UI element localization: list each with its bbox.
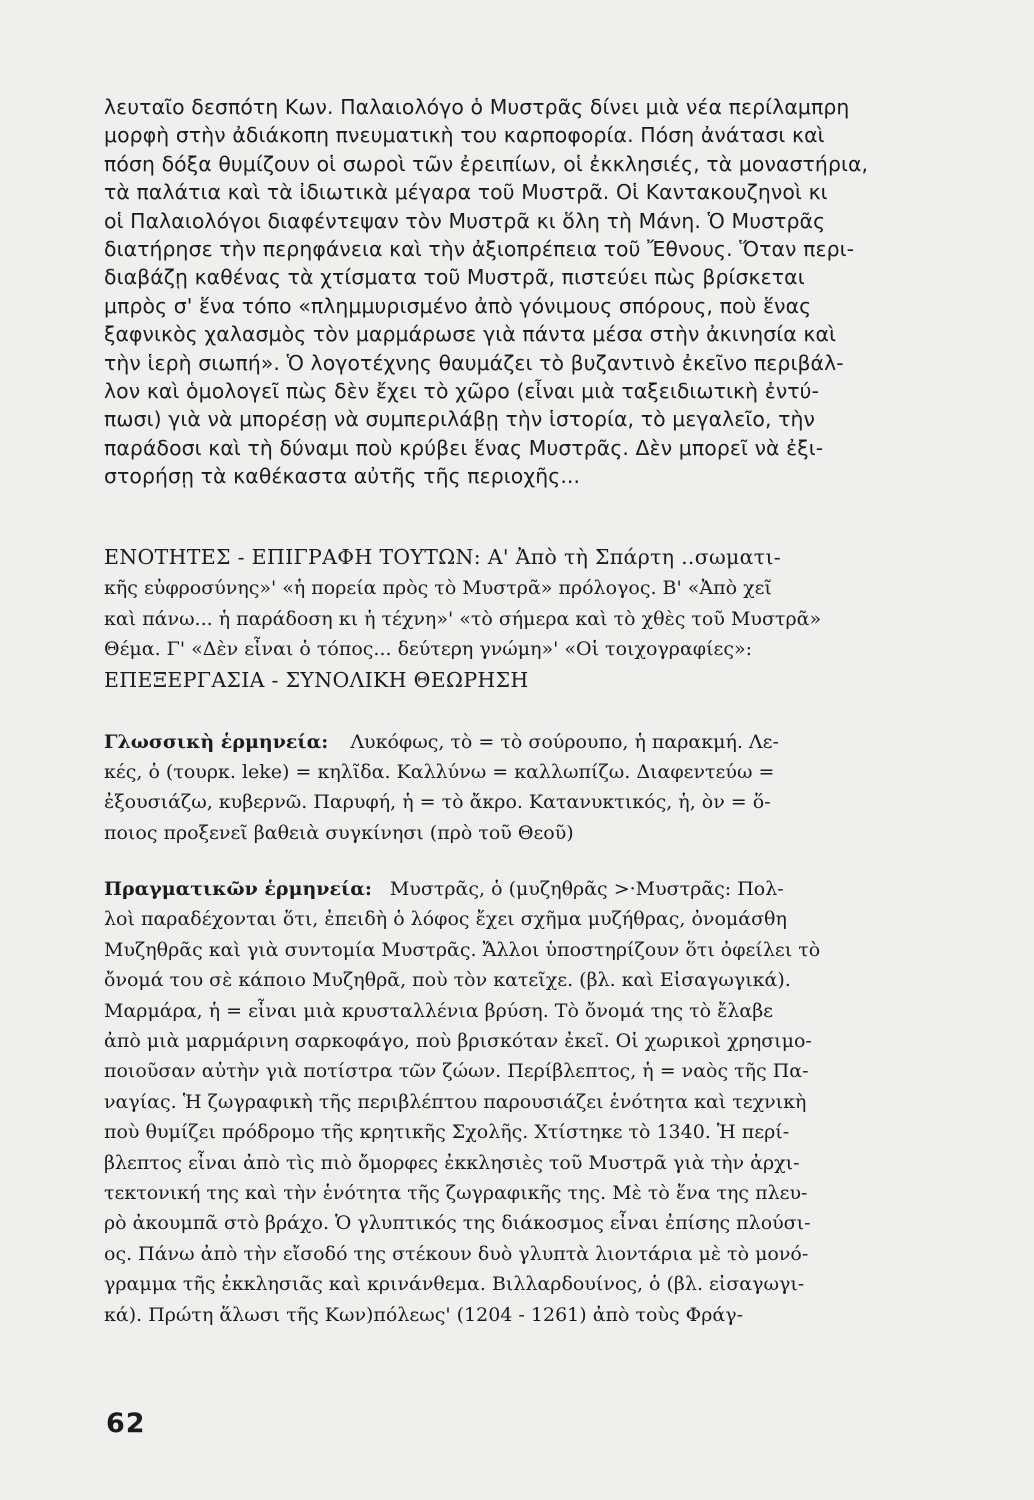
text-line: τεκτονική της καὶ τὴν ἑνότητα τῆς ζωγραφικῆς της. Μὲ τὸ ἕνα της πλευ- xyxy=(104,1182,808,1205)
text-line: μορφὴ στὴν ἀδιάκοπη πνευματικὴ του καρποφορία. Πόση ἀνάτασι καὶ xyxy=(104,123,825,148)
processing-heading: ΕΠΕΞΕΡΓΑΣΙΑ - ΣΥΝΟΛΙΚΗ ΘΕΩΡΗΣΗ xyxy=(104,668,529,693)
sections-heading-line: ΕΝΟΤΗΤΕΣ - ΕΠΙΓΡΑΦΗ ΤΟΥΤΩΝ: Α' Ἀπὸ τὴ Σπάρτη ..σωματι- xyxy=(104,545,782,569)
text-line: ἐξουσιάζω, κυβερνῶ. Παρυφή, ἡ = τὸ ἄκρο. Κατανυκτικός, ἡ, ὸν = ὅ- xyxy=(104,791,771,814)
text-line: ποιος προξενεῖ βαθειὰ συγκίνησι (πρὸ τοῦ Θεοῦ) xyxy=(104,821,574,844)
text-line: Μαρμάρα, ἡ = εἶναι μιὰ κρυσταλλένια βρύση. Τὸ ὄνομά της τὸ ἔλαβε xyxy=(104,999,774,1022)
text-line: μπρὸς σ' ἕνα τόπο «πλημμυρισμένο ἀπὸ γόνιμους σπόρους, ποὺ ἕνας xyxy=(104,293,812,318)
text-line: κές, ὁ (τουρκ. leke) = κηλῖδα. Καλλύνω = καλλωπίζω. Διαφεντεύω = xyxy=(104,761,775,784)
linguistic-glossary xyxy=(104,727,916,848)
text-line: γραμμα τῆς ἐκκλησιᾶς καὶ κρινάνθεμα. Βιλλαρδουίνος, ὁ (βλ. εἰσαγωγι- xyxy=(104,1273,805,1296)
text-line: ποιοῦσαν αὐτὴν γιὰ ποτίστρα τῶν ζώων. Περίβλεπτος, ἡ = ναὸς τῆς Πα- xyxy=(104,1060,809,1083)
text-line: Μυστρᾶς, ὁ (μυζηθρᾶς >·Μυστρᾶς: Πολ- xyxy=(389,878,784,900)
factual-glossary xyxy=(104,874,916,1330)
text-line: τὴν ἱερὴ σιωπή». Ὁ λογοτέχνης θαυμάζει τὸ βυζαντινὸ ἐκεῖνο περιβάλ- xyxy=(104,350,844,375)
text-line: παράδοσι καὶ τὴ δύναμι ποὺ κρύβει ἕνας Μυστρᾶς. Δὲν μπορεῖ νὰ ἐξι- xyxy=(104,435,824,460)
text-line: ναγίας. Ἡ ζωγραφικὴ τῆς περιβλέπτου παρουσιάζει ἑνότητα καὶ τεχνικὴ xyxy=(104,1090,807,1113)
text-line: ποὺ θυμίζει πρόδρομο τῆς κρητικῆς Σχολῆς. Χτίστηκε τὸ 1340. Ἡ περί- xyxy=(104,1121,790,1144)
intro-paragraph xyxy=(104,93,916,491)
glossary-heading: Πραγματικῶν ἑρμηνεία: xyxy=(104,878,372,900)
text-line: ρὸ ἀκουμπᾶ στὸ βράχο. Ὁ γλυπτικός της διάκοσμος εἶναι ἐπίσης πλούσι- xyxy=(104,1212,811,1235)
text-line: βλεπτος εἶναι ἀπὸ τὶς πιὸ ὄμορφες ἐκκλησιὲς τοῦ Μυστρᾶ γιὰ τὴν ἀρχι- xyxy=(104,1151,800,1174)
text-line: λον καὶ ὁμολογεῖ πὼς δὲν ἔχει τὸ χῶρο (εἶναι μιὰ ταξειδιωτικὴ ἐντύ- xyxy=(104,379,820,404)
text-line: πόση δόξα θυμίζουν οἱ σωροὶ τῶν ἐρειπίων, οἱ ἐκκλησιές, τὰ μοναστήρια, xyxy=(104,151,869,176)
text-line: διαβάζῃ καθένας τὰ χτίσματα τοῦ Μυστρᾶ, πιστεύει πὼς βρίσκεται xyxy=(104,265,805,290)
text-line: ἀπὸ μιὰ μαρμάρινη σαρκοφάγο, ποὺ βρισκόταν ἐκεῖ. Οἱ χωρικοὶ χρησιμο- xyxy=(104,1030,812,1053)
text-line: κά). Πρώτη ἅλωσι τῆς Κων)πόλεως' (1204 - 1261) ἀπὸ τοὺς Φράγ- xyxy=(104,1303,744,1326)
text-line: ὄνομά του σὲ κάποιο Μυζηθρᾶ, ποὺ τὸν κατεῖχε. (βλ. καὶ Εἰσαγωγικά). xyxy=(104,969,791,992)
page-number: 62 xyxy=(106,1408,146,1439)
text-line: Λυκόφως, τὸ = τὸ σούρουπο, ἡ παρακμή. Λε- xyxy=(350,731,779,753)
text-line: στορήσῃ τὰ καθέκαστα αὐτῆς τῆς περιοχῆς... xyxy=(104,464,581,489)
text-line: καὶ πάνω... ἡ παράδοση κι ἡ τέχνη»' «τὸ σήμερα καὶ τὸ χθὲς τοῦ Μυστρᾶ» xyxy=(104,607,822,630)
text-line: Θέμα. Γ' «Δὲν εἶναι ὁ τόπος... δεύτερη γνώμη»' «Οἱ τοιχογραφίες»: xyxy=(104,638,753,661)
text-line: πωσι) γιὰ νὰ μπορέσῃ νὰ συμπεριλάβῃ τὴν ἱστορία, τὸ μεγαλεῖο, τὴν xyxy=(104,407,816,432)
text-line: ξαφνικὸς χαλασμὸς τὸν μαρμάρωσε γιὰ πάντα μέσα στὴν ἀκινησία καὶ xyxy=(104,322,837,347)
text-line: κῆς εὐφροσύνης»' «ἡ πορεία πρὸς τὸ Μυστρᾶ» πρόλογος. Β' «Ἀπὸ χεῖ xyxy=(104,576,772,599)
text-line: ος. Πάνω ἀπὸ τὴν εἴσοδό της στέκουν δυὸ γλυπτὰ λιοντάρια μὲ τὸ μονό- xyxy=(104,1242,809,1265)
text-line: οἱ Παλαιολόγοι διαφέντεψαν τὸν Μυστρᾶ κι ὅλη τὴ Μάνη. Ὁ Μυστρᾶς xyxy=(104,208,826,233)
sections-block xyxy=(104,542,916,696)
text-line: διατήρησε τὴν περηφάνεια καὶ τὴν ἀξιοπρέπεια τοῦ Ἔθνους. Ὅταν περι- xyxy=(104,237,855,262)
text-line: λευταῖο δεσπότη Κων. Παλαιολόγο ὁ Μυστρᾶς δίνει μιὰ νέα περίλαμπρη xyxy=(104,95,850,119)
text-line: Μυζηθρᾶς καὶ γιὰ συντομία Μυστρᾶς. Ἄλλοι ὑποστηρίζουν ὅτι ὀφείλει τὸ xyxy=(104,938,821,961)
text-line: λοὶ παραδέχονται ὅτι, ἐπειδὴ ὁ λόφος ἔχει σχῆμα μυζήθρας, ὀνομάσθη xyxy=(104,908,787,931)
glossary-heading: Γλωσσικὴ ἑρμηνεία: xyxy=(104,731,329,753)
text-line: τὰ παλάτια καὶ τὰ ἰδιωτικὰ μέγαρα τοῦ Μυστρᾶ. Οἱ Καντακουζηνοὶ κι xyxy=(104,180,828,205)
